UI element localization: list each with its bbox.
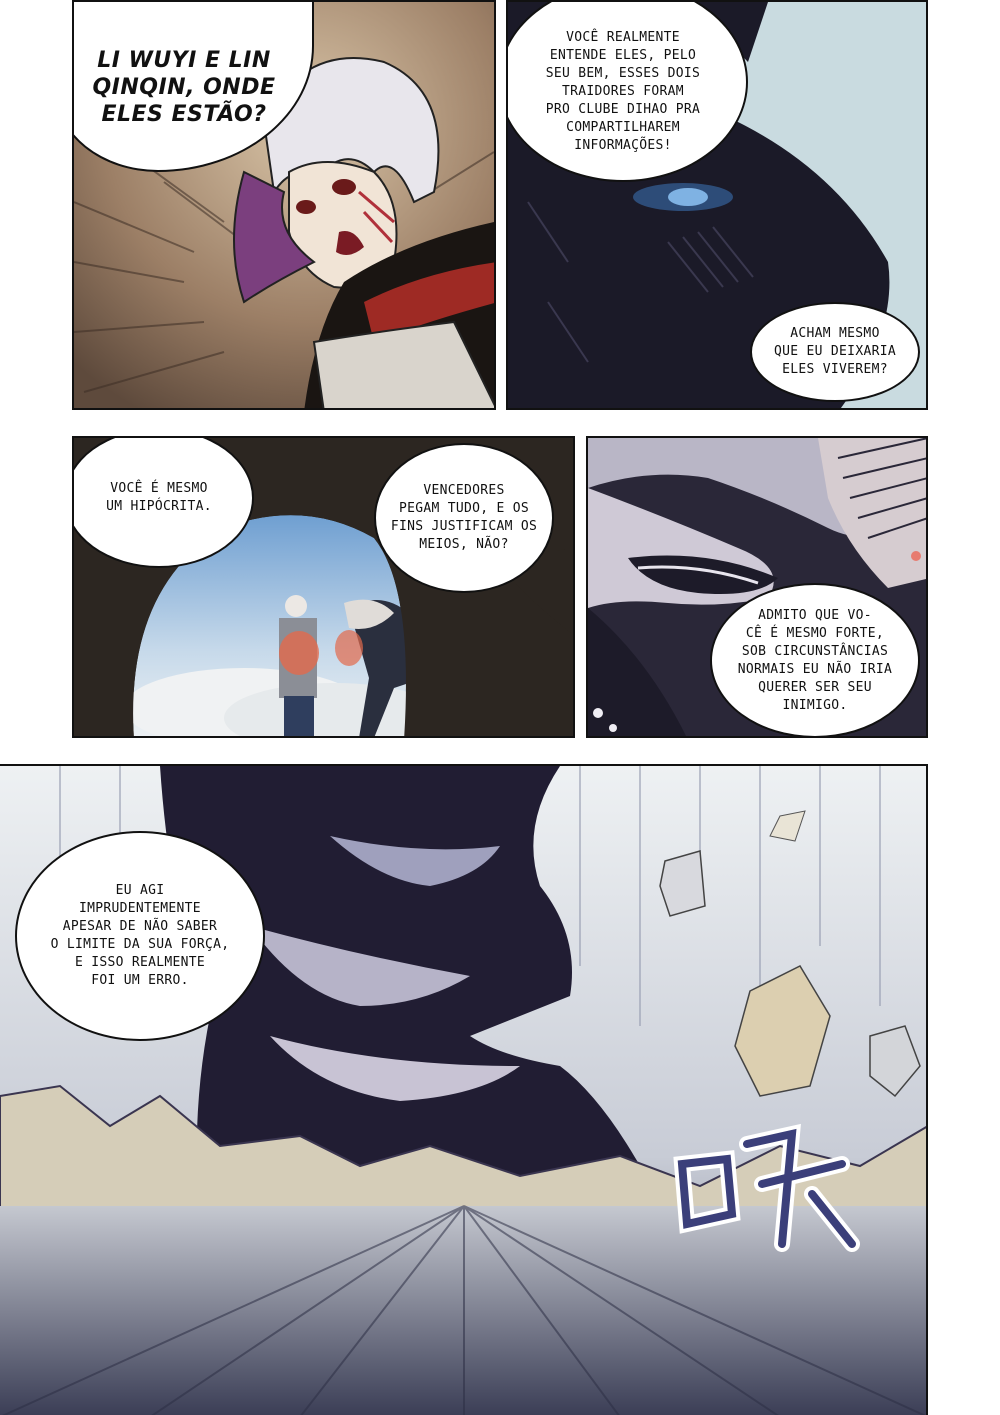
panel-4 xyxy=(586,436,928,738)
panel-2 xyxy=(506,0,928,410)
speech-bubble-p5 xyxy=(15,831,265,1041)
speech-text-p3-right: VENCEDORES PEGAM TUDO, E OS FINS JUSTIFICAM OS MEIOS, NÃO? xyxy=(390,483,538,552)
speech-text-p3-left: VOCÊ É MESMO UM HIPÓCRITA. xyxy=(106,481,212,514)
panel-1 xyxy=(72,0,496,410)
speech-text-p5: EU AGI IMPRUDENTEMENTE APESAR DE NÃO SABER O LIMITE DA SUA FORÇA, E ISSO REALMENTE FOI UM ERRO. xyxy=(50,883,230,988)
panel-5 xyxy=(0,764,928,1415)
panel-3 xyxy=(72,436,575,738)
speech-bubble-p3-right xyxy=(374,443,554,593)
speech-text-p2-bottom: ACHAM MESMO QUE EU DEIXARIA ELES VIVEREM? xyxy=(774,326,896,377)
speech-text-p1: LI WUYI E LIN QINQIN, ONDE ELES ESTÃO? xyxy=(92,47,276,127)
speech-bubble-p2-bottom xyxy=(750,302,920,402)
impact-sfx-icon xyxy=(672,1104,862,1254)
speech-text-p2-top: VOCÊ REALMENTE ENTENDE ELES, PELO SEU BEM, ESSES DOIS TRAIDORES FORAM PRO CLUBE DIHAO PRA COMPARTILHAREM INFORMAÇÕES! xyxy=(545,30,701,153)
speech-text-p4: ADMITO QUE VO- CÊ É MESMO FORTE, SOB CIRCUNSTÂNCIAS NORMAIS EU NÃO IRIA QUERER SER SEU INIMIGO. xyxy=(737,607,893,713)
speech-bubble-p4 xyxy=(710,583,920,738)
impact-sound-effect xyxy=(672,1104,862,1254)
